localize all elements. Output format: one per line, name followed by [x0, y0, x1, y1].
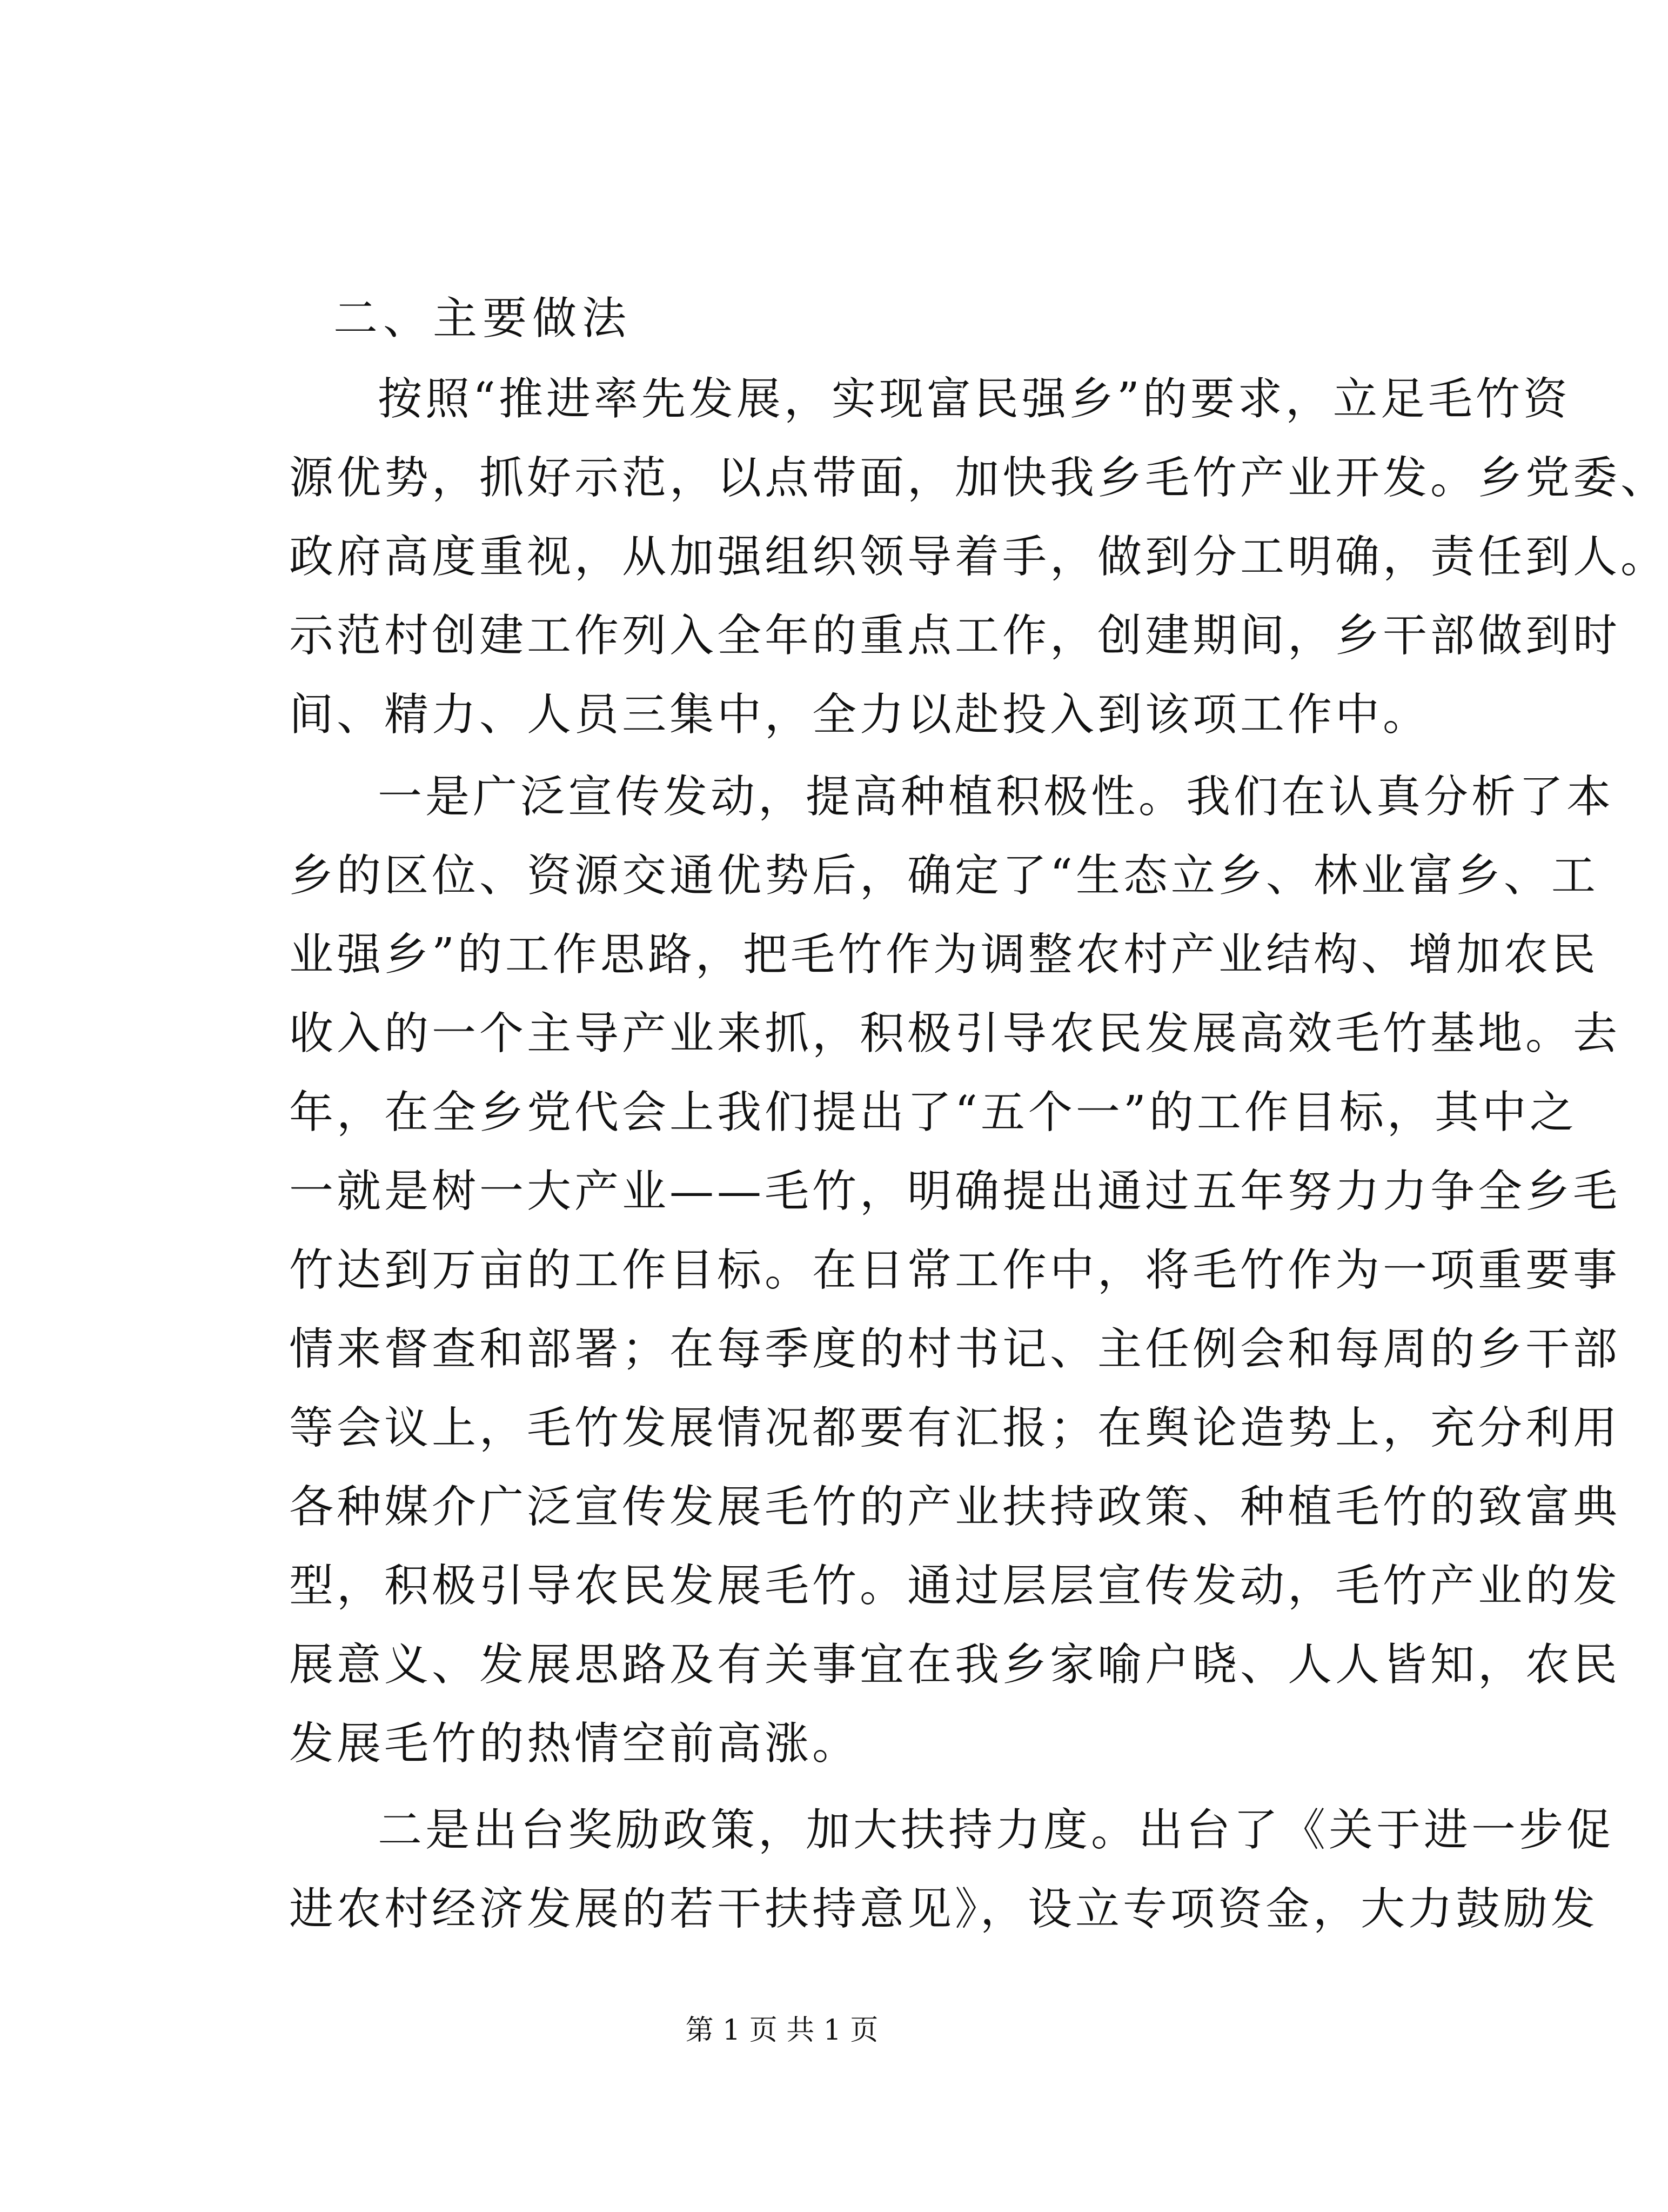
page-footer: 第 1 页 共 1 页: [685, 2014, 879, 2047]
paragraph-line: 年，在全乡党代会上我们提出了“五个一”的工作目标，其中之: [289, 1087, 1577, 1138]
document-body: [289, 281, 1668, 1949]
paragraph-line: 展意义、发展思路及有关事宜在我乡家喻户晓、人人皆知，农民: [289, 1639, 1621, 1690]
paragraph-line: 各种媒介广泛宣传发展毛竹的产业扶持政策、种植毛竹的致富典: [289, 1481, 1621, 1533]
paragraph-line: 等会议上，毛竹发展情况都要有汇报；在舆论造势上，充分利用: [289, 1402, 1621, 1454]
paragraph-line: 竹达到万亩的工作目标。在日常工作中，将毛竹作为一项重要事: [289, 1245, 1621, 1296]
paragraph-line: 型，积极引导农民发展毛竹。通过层层宣传发动，毛竹产业的发: [289, 1560, 1621, 1612]
paragraph-line: 二是出台奖励政策，加大扶持力度。出台了《关于进一步促: [378, 1805, 1615, 1856]
paragraph-line: 情来督查和部署；在每季度的村书记、主任例会和每周的乡干部: [289, 1324, 1621, 1375]
paragraph-line: 业强乡”的工作思路，把毛竹作为调整农村产业结构、增加农民: [289, 929, 1599, 980]
paragraph-line: 间、精力、人员三集中，全力以赴投入到该项工作中。: [289, 689, 1431, 740]
paragraph-1: [289, 360, 1668, 754]
paragraph-line: 进农村经济发展的若干扶持意见》，设立专项资金，大力鼓励发: [289, 1883, 1599, 1935]
paragraph-2: [289, 758, 1621, 1783]
paragraph-3: [289, 1791, 1615, 1949]
paragraph-line: 按照“推进率先发展，实现富民强乡”的要求，立足毛竹资: [378, 373, 1571, 425]
paragraph-line: 示范村创建工作列入全年的重点工作，创建期间，乡干部做到时: [289, 610, 1621, 661]
paragraph-line: 源优势，抓好示范，以点带面，加快我乡毛竹产业开发。乡党委、: [289, 452, 1668, 504]
paragraph-line: 发展毛竹的热情空前高涨。: [289, 1718, 860, 1769]
paragraph-line: 收入的一个主导产业来抓，积极引导农民发展高效毛竹基地。去: [289, 1008, 1621, 1059]
paragraph-line: 乡的区位、资源交通优势后，确定了“生态立乡、林业富乡、工: [289, 850, 1599, 901]
paragraph-line: 政府高度重视，从加强组织领导着手，做到分工明确，责任到人。: [289, 531, 1668, 583]
paragraph-line: 一是广泛宣传发动，提高种植积极性。我们在认真分析了本: [378, 771, 1615, 823]
section-heading: 二、主要做法: [333, 293, 632, 344]
paragraph-line: 一就是树一大产业——毛竹，明确提出通过五年努力力争全乡毛: [289, 1166, 1621, 1217]
